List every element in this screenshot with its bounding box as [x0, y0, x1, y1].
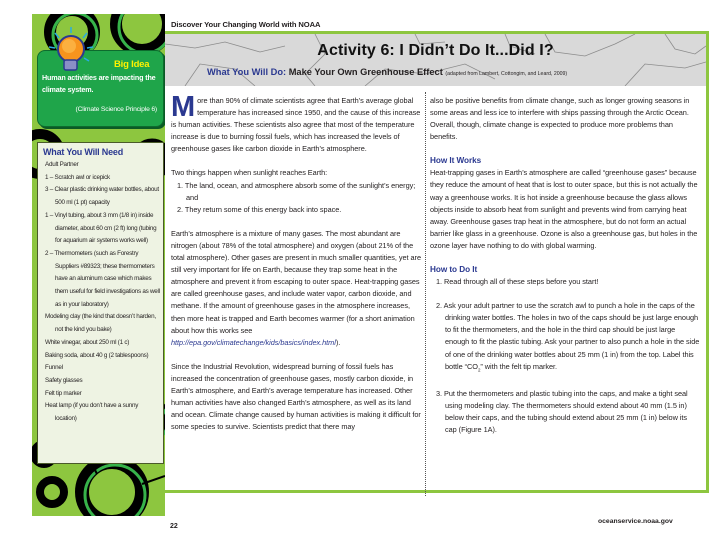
atmosphere-paragraph: [171, 228, 423, 349]
drop-cap: M: [171, 91, 196, 123]
subtitle-main: Make Your Own Greenhouse Effect: [288, 67, 446, 77]
materials-item: Modeling clay (the kind that doesn’t harden, not the kind you bake): [45, 313, 156, 334]
activity-title: Activity 6: I Didn’t Do It...Did I?: [317, 42, 554, 59]
activity-subtitle: [207, 67, 567, 77]
big-idea-callout: [37, 50, 164, 127]
sunlight-item: 2. They return some of this energy back into space.: [177, 204, 342, 214]
site-url: oceanservice.noaa.gov: [598, 518, 673, 525]
right-column: [430, 95, 700, 449]
big-idea-citation: (Climate Science Principle 6): [75, 106, 157, 113]
materials-heading: What You Will Need: [43, 147, 123, 157]
co2-subscript: 2: [477, 367, 481, 373]
industrial-paragraph: Since the Industrial Revolution, widespread burning of fossil fuels has increased the concentration of greenhouse gases, mostly carbon dioxide, in Earth’s atmosphere, and Earth’s average temperature has increased. Other human activities have also changed Earth’s atmosphere, as well as its land and ocean. Climate change caused by human activities is making it difficult for some species to survive. Scientists predict that there may: [171, 361, 421, 432]
sunlight-item: 1. The land, ocean, and atmosphere absorb some of the sunlight’s energy; and: [177, 180, 416, 202]
materials-item: 2 – Thermometers (such as Forestry Suppliers #89323; these thermometers have an aluminum case which makes them useful for field investigations as well as in your laboratory): [45, 249, 160, 308]
epa-link[interactable]: http://epa.gov/climatechange/kids/basics/index.html: [171, 337, 336, 347]
subtitle-lead: What You Will Do:: [207, 67, 289, 77]
title-banner: [165, 34, 706, 86]
lightbulb-icon: [47, 25, 95, 77]
materials-item: 1 – Vinyl tubing, about 3 mm (1/8 in) inside diameter, about 60 cm (2 ft) long (tubing for aquarium air systems works well): [45, 211, 157, 245]
benefits-paragraph: also be positive benefits from climate change, such as longer growing seasons in some areas and less ice to interfere with ships passing through the Arctic Ocean. Overall, though, climate change is expected to produce more problems than benefits.: [430, 96, 690, 142]
step-item: [430, 300, 700, 376]
left-column: [171, 91, 423, 445]
materials-item: 1 – Scratch awl or icepick: [45, 173, 110, 181]
how-it-works-text: Heat-trapping gases in Earth’s atmosphere are called “greenhouse gases” because they reduce the amount of heat that is lost to outer space, but this is not actually the way a greenhouse works. It is hot inside a greenhouse because the glass allows objects inside to absorb heat from sunlight and prevents wind from carrying heat away. Greenhouse gases trap heat in the atmosphere, but do not form an actual barrier like glass in a greenhouse. Ozone is also a greenhouse gas, but holes in the ozone layer have nothing to do with global warming.: [430, 168, 698, 250]
subtitle-adapted: (adapted from Lambert, Cottongim, and Leard, 2009): [445, 71, 568, 77]
steps-list: [430, 276, 700, 437]
sunlight-intro: Two things happen when sunlight reaches Earth:: [171, 168, 328, 178]
sunlight-list: [171, 180, 423, 216]
materials-item: Funnel: [45, 364, 63, 372]
materials-item: Adult Partner: [45, 161, 79, 168]
materials-item: 3 – Clear plastic drinking water bottles, about 500 ml (1 pt) capacity: [45, 186, 159, 207]
step-2-end: ” with the felt tip marker.: [480, 361, 558, 371]
intro-text: ore than 90% of climate scientists agree that Earth’s average global temperature has increased since 1950, and the cause of this increase is human activities. These scientists also agree that most of the temperature increase is due to burning fossil fuels, which has increased the levels of greenhouse gases like carbon dioxide in Earth’s atmosphere.: [171, 96, 421, 154]
atmosphere-text-end: ).: [335, 337, 341, 347]
big-idea-title: Big Idea: [114, 59, 150, 70]
materials-item: Safety glasses: [45, 376, 83, 384]
materials-item: Baking soda, about 40 g (2 tablespoons): [45, 351, 149, 359]
running-head: Discover Your Changing World with NOAA: [171, 20, 321, 29]
how-to-heading: How to Do It: [430, 265, 478, 275]
materials-item: Felt tip marker: [45, 389, 82, 397]
step-item: 1. Read through all of these steps before you start!: [436, 277, 599, 287]
materials-panel: [37, 142, 164, 464]
page-number: 22: [170, 523, 178, 530]
step-2-text: 2. Ask your adult partner to use the scratch awl to punch a hole in the caps of the drinking water bottles. The holes in two of the caps should be just large enough to fit the thermometers, and the hole in the third cap should be just large enough to fit the plastic tubing. Ask your partner to also punch a hole in the side of one of the drinking water bottles about 25 mm (1 in) from the top. Label this bottle “CO: [436, 301, 700, 371]
materials-item: Heat lamp (if you don’t have a sunny location): [45, 402, 139, 423]
how-it-works-heading: How It Works: [430, 156, 482, 166]
step-item: 3. Put the thermometers and plastic tubing into the caps, and make a tight seal using modeling clay. The thermometers should extend about 40 mm (1.5 in) below their caps, and the tubing should extend about 25 mm (1 in) below its cap (Figure 1A).: [436, 389, 688, 435]
materials-item: White vinegar, about 250 ml (1 c): [45, 338, 130, 346]
intro-paragraph: [171, 91, 423, 155]
big-idea-text: Human activities are impacting the climate system.: [42, 73, 156, 94]
atmosphere-text: Earth’s atmosphere is a mixture of many gases. The most abundant are nitrogen (about 78% of the total atmosphere) and oxygen (about 21% of the total atmosphere). Other gases are present in much smaller quantities, yet are still very important for life on Earth, because they trap some heat in the atmosphere and prevent it from escaping to outer space. Heat-trapping gases are called greenhouse gases, and include water vapor, carbon dioxide, and methane. If the amount of greenhouse gases in the atmosphere increases, then more heat is trapped and Earth becomes warmer (for a short animation about how this works see: [171, 228, 421, 335]
main-content-frame: [165, 31, 709, 493]
column-divider: [425, 92, 426, 496]
materials-list: [43, 159, 160, 426]
